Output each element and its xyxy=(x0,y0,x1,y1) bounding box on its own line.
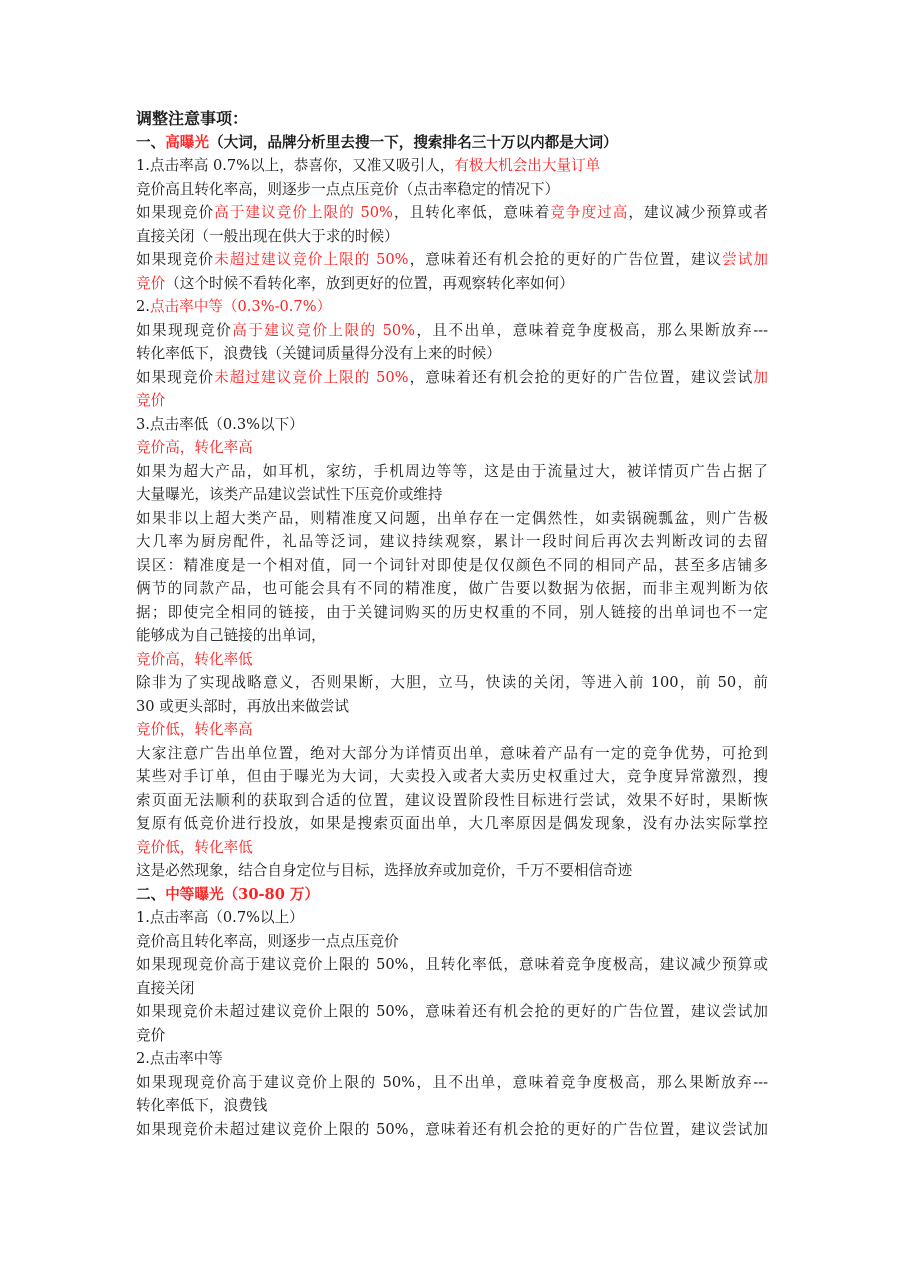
text-line xyxy=(136,154,768,178)
text-line xyxy=(136,648,768,672)
body-text: 如果现现竞价 xyxy=(136,321,233,339)
text-line xyxy=(136,1024,768,1048)
body-text: 如果现竞价 xyxy=(136,368,215,386)
text-line xyxy=(136,107,768,131)
body-text: ，意味着还有机会抢的更好的广告位置，建议尝试 xyxy=(408,368,754,386)
highlight-text: 竞争度过高 xyxy=(550,204,629,221)
highlight-text: 尝试加 xyxy=(722,251,768,268)
highlight-text: 竞价低，转化率高 xyxy=(136,721,253,738)
body-text: 如果为超大产品，如耳机，家纺，手机周边等等，这是由于流量过大，被详情页广告占据了 xyxy=(136,462,768,480)
body-text: ，建议减少预算或者 xyxy=(628,204,768,221)
body-text: 复原有低竞价进行投放，如果是搜索页面出单，大几率原因是偶发现象，没有办法实际掌控 xyxy=(136,815,768,832)
text-line xyxy=(136,930,768,954)
text-line xyxy=(136,601,768,625)
text-line xyxy=(136,1094,768,1118)
text-line xyxy=(136,272,768,296)
text-line xyxy=(136,483,768,507)
text-line xyxy=(136,859,768,883)
highlight-text: 高曝光 xyxy=(165,133,209,151)
highlight-text: 未超过建议竞价上限的 50% xyxy=(214,251,409,268)
highlight-text: 高于建议竞价上限的 50% xyxy=(214,204,393,221)
text-line xyxy=(136,225,768,249)
text-line xyxy=(136,201,768,225)
text-line xyxy=(136,389,768,413)
text-line xyxy=(136,977,768,1001)
text-line xyxy=(136,366,768,390)
text-line xyxy=(136,507,768,531)
body-text: 3.点击率低（0.3%以下） xyxy=(136,415,304,433)
text-line xyxy=(136,1000,768,1024)
highlight-text: 有极大机会出大量订单 xyxy=(454,157,601,174)
text-line xyxy=(136,131,768,155)
text-line xyxy=(136,671,768,695)
body-text: 大家注意广告出单位置，绝对大部分为详情页出单，意味着产品有一定的竞争优势，可抢到 xyxy=(136,744,768,762)
text-line xyxy=(136,413,768,437)
body-text: 俩节的同款产品，也可能会具有不同的精准度，做广告要以数据为依据，而非主观判断为依 xyxy=(136,580,768,597)
body-text: 大几率为厨房配件，礼品等泛词，建议持续观察，累计一段时间后再次去判断改词的去留 xyxy=(136,533,768,550)
body-text: 大量曝光，该类产品建议尝试性下压竞价或维持 xyxy=(136,486,443,503)
highlight-text: 中等曝光（30-80 万） xyxy=(165,885,320,903)
body-text: 2.点击率中等 xyxy=(136,1050,223,1067)
body-text: 误区：精准度是一个相对值，同一个词针对即使是仅仅颜色不同的相同产品，甚至多店铺多 xyxy=(136,556,768,574)
text-line xyxy=(136,695,768,719)
text-line xyxy=(136,836,768,860)
text-line xyxy=(136,812,768,836)
text-line xyxy=(136,577,768,601)
text-line xyxy=(136,883,768,907)
body-text: 30 或更头部时，再放出来做尝试 xyxy=(136,697,349,715)
body-text: 能够成为自己链接的出单词， xyxy=(136,627,326,644)
text-line xyxy=(136,436,768,460)
body-text: （大词，品牌分析里去搜一下，搜索排名三十万以内都是大词） xyxy=(209,133,618,151)
text-line xyxy=(136,342,768,366)
text-line xyxy=(136,554,768,578)
body-text: 索页面无法顺利的获取到合适的位置，建议设置阶段性目标进行尝试，效果不好时，果断恢 xyxy=(136,791,768,809)
body-text: 直接关闭 xyxy=(136,979,195,997)
highlight-text: 竞价低，转化率低 xyxy=(136,838,253,856)
text-line xyxy=(136,295,768,319)
text-line xyxy=(136,460,768,484)
body-text: 2. xyxy=(136,298,150,315)
body-text: 除非为了实现战略意义，否则果断，大胆，立马，快读的关闭，等进入前 100，前 50，前 xyxy=(136,674,768,691)
body-text: 转化率低下，浪费钱（关键词质量得分没有上来的时候） xyxy=(136,345,501,362)
body-text: （这个时候不看转化率，放到更好的位置，再观察转化率如何） xyxy=(165,274,574,292)
body-text: 竞价高且转化率高，则逐步一点点压竞价 xyxy=(136,932,399,950)
body-text: 竞价 xyxy=(136,1026,166,1044)
body-text: 如果非以上超大类产品，则精准度又问题，出单存在一定偶然性，如卖锅碗瓢盆，则广告极 xyxy=(136,509,768,527)
text-line xyxy=(136,906,768,930)
highlight-text: 加 xyxy=(753,368,768,386)
text-line xyxy=(136,1047,768,1071)
body-text: 如果现竞价 xyxy=(136,251,215,268)
body-text: 这是必然现象，结合自身定位与目标，选择放弃或加竞价，千万不要相信奇迹 xyxy=(136,862,633,879)
highlight-text: 高于建议竞价上限的 50% xyxy=(232,321,416,339)
text-line xyxy=(136,530,768,554)
body-text: 1.点击率高 0.7%以上，恭喜你，又准又吸引人， xyxy=(136,157,455,174)
text-line xyxy=(136,718,768,742)
text-line xyxy=(136,765,768,789)
body-text: 一、 xyxy=(136,133,166,151)
text-line xyxy=(136,1118,768,1142)
body-text: 如果现现竞价高于建议竞价上限的 50%，且转化率低，意味着竞争度极高，建议减少预算或 xyxy=(136,956,768,973)
text-line xyxy=(136,178,768,202)
body-text: 如果现竞价 xyxy=(136,204,215,221)
text-line xyxy=(136,624,768,648)
text-line xyxy=(136,1071,768,1095)
body-text: 竞价高且转化率高，则逐步一点点压竞价（点击率稳定的情况下） xyxy=(136,180,560,198)
document-page xyxy=(136,107,768,1141)
body-text: 调整注意事项： xyxy=(136,109,249,128)
highlight-text: 竞价高，转化率低 xyxy=(136,650,253,668)
body-text: 如果现现竞价高于建议竞价上限的 50%，且不出单，意味着竞争度极高，那么果断放弃--- xyxy=(136,1073,768,1091)
body-text: 1.点击率高（0.7%以上） xyxy=(136,909,304,926)
highlight-text: 竞价 xyxy=(136,392,166,409)
body-text: 转化率低下，浪费钱 xyxy=(136,1097,268,1114)
body-text: ，且转化率低，意味着 xyxy=(392,204,551,221)
body-text: 如果现竞价未超过建议竞价上限的 50%，意味着还有机会抢的更好的广告位置，建议尝试加 xyxy=(136,1120,768,1138)
body-text: 如果现竞价未超过建议竞价上限的 50%，意味着还有机会抢的更好的广告位置，建议尝试加 xyxy=(136,1003,768,1020)
text-line xyxy=(136,319,768,343)
text-line xyxy=(136,789,768,813)
body-text: 某些对手订单，但由于曝光为大词，大卖投入或者大卖历史权重过大，竞争度异常激烈，搜 xyxy=(136,768,768,785)
body-text: 直接关闭（一般出现在供大于求的时候） xyxy=(136,227,399,245)
text-line xyxy=(136,953,768,977)
highlight-text: 未超过建议竞价上限的 50% xyxy=(214,368,409,386)
text-line xyxy=(136,742,768,766)
body-text: ，意味着还有机会抢的更好的广告位置，建议 xyxy=(408,251,723,268)
body-text: 据；即使完全相同的链接，由于关键词购买的历史权重的不同，别人链接的出单词也不一定 xyxy=(136,603,768,621)
body-text: 二、 xyxy=(136,885,166,903)
highlight-text: 点击率中等（0.3%-0.7%） xyxy=(149,298,332,315)
highlight-text: 竞价高，转化率高 xyxy=(136,439,253,456)
body-text: ，且不出单，意味着竞争度极高，那么果断放弃--- xyxy=(415,321,768,339)
highlight-text: 竞价 xyxy=(136,274,166,292)
text-line xyxy=(136,248,768,272)
